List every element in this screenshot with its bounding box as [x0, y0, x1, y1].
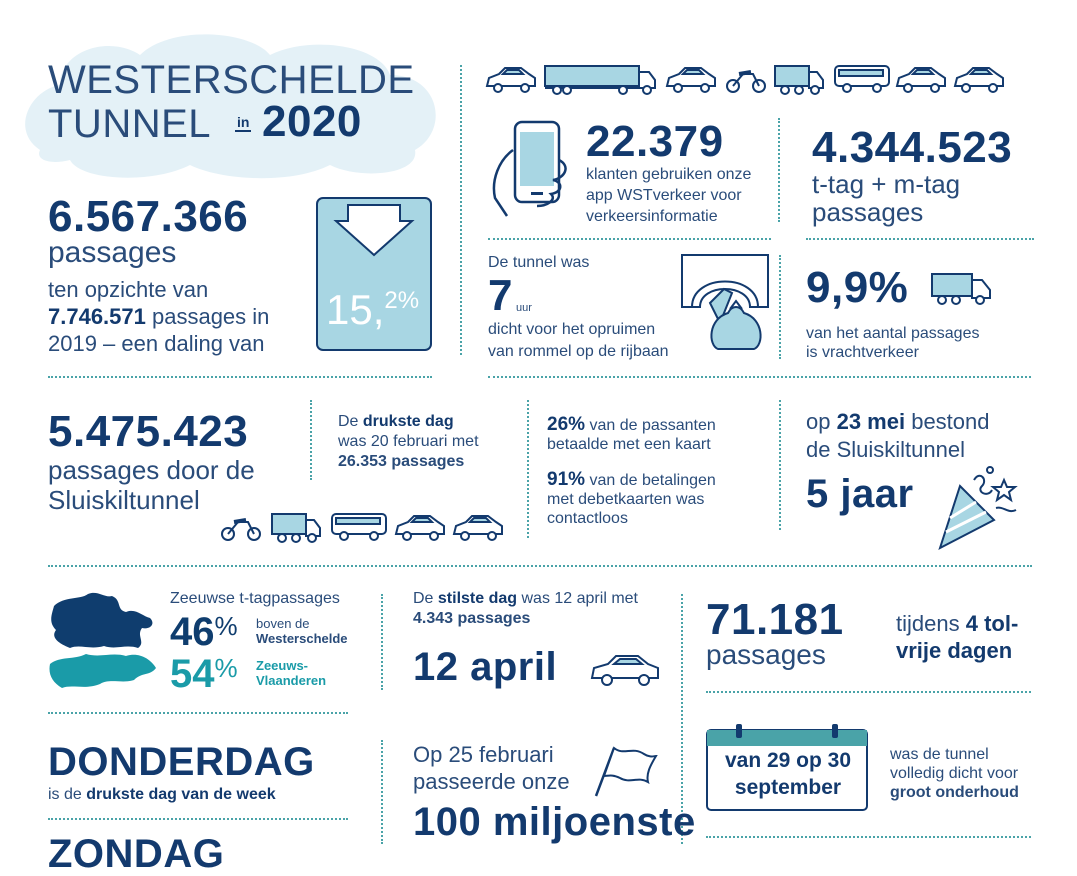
zeeland-label1a: boven de	[256, 616, 310, 631]
payment-text2a: van de betalingen	[585, 472, 716, 489]
payment-line2	[547, 470, 716, 490]
app-text2: app WSTverkeer voor	[586, 187, 742, 204]
zeeland-title: Zeeuwse t-tagpassages	[170, 590, 340, 607]
car-icon	[955, 68, 1003, 92]
sluiskil-value: 5.475.423	[48, 407, 249, 456]
closure-text1: De tunnel was	[488, 254, 590, 271]
payment-text2b: met debetkaarten was	[547, 491, 705, 508]
busiest-pre: De	[338, 413, 363, 430]
quietest-text1: was 12 april met	[517, 590, 638, 607]
payment-text1b: betaalde met een kaart	[547, 436, 711, 453]
weekday-line	[48, 785, 276, 804]
tollfree-value: 71.181	[706, 595, 844, 644]
total-unit: passages	[48, 236, 177, 269]
total-text3: 2019 – een daling van	[48, 331, 265, 356]
tunnel-trash-icon	[680, 253, 772, 359]
busiest-bold1: drukste dag	[362, 413, 454, 430]
trucks-value: 9,9%	[806, 263, 909, 312]
truck-icon	[930, 270, 996, 310]
app-text1: klanten gebruiken onze	[586, 166, 752, 183]
vehicles-bottom-row	[220, 510, 510, 546]
anniv-pre: op	[806, 409, 837, 434]
zeeland-pct1-sign: %	[214, 611, 238, 641]
calendar-line1: van 29 op 30	[724, 749, 852, 772]
quietest-value: 12 april	[413, 645, 558, 689]
sluiskil-text2: Sluiskiltunnel	[48, 485, 200, 515]
quietest-bold2: 4.343 passages	[413, 610, 531, 627]
truck-icon	[545, 66, 655, 94]
car-icon	[590, 650, 662, 690]
anniv-value: 5 jaar	[806, 472, 914, 516]
prev-year-value: 7.746.571	[48, 304, 146, 329]
zeeland-label2b: Vlaanderen	[256, 673, 327, 688]
decline-sup: 2%	[384, 287, 420, 314]
weekday-next: ZONDAG	[48, 832, 225, 876]
payment-text2c: contactloos	[547, 510, 628, 527]
star-icon	[993, 480, 1015, 500]
closure-unit: uur	[516, 302, 532, 314]
payment-text1a: van de passanten	[585, 417, 716, 434]
milestone-text1: Op 25 februari	[413, 742, 554, 767]
weekday-bold: drukste dag van de week	[86, 786, 276, 803]
zeeland-pct2-value: 54	[170, 652, 215, 696]
busiest-text2: was 20 februari met	[338, 433, 479, 450]
tollfree-text1: tijdens	[896, 611, 966, 636]
truck-icon	[775, 66, 823, 94]
car-icon	[487, 68, 535, 92]
anniv-bold: 23 mei	[836, 409, 906, 434]
trucks-text1: van het aantal passages	[806, 325, 980, 342]
title-line1: WESTERSCHELDE	[48, 58, 415, 102]
payment-pct2: 91%	[547, 469, 586, 490]
car-icon	[396, 516, 444, 540]
payment-pct1: 26%	[547, 414, 586, 435]
tollfree-unit: passages	[706, 639, 826, 670]
weekday-pre: is de	[48, 786, 87, 803]
tollfree-bold1: 4 tol-	[965, 611, 1019, 636]
decline-value	[326, 286, 419, 334]
app-value: 22.379	[586, 117, 724, 166]
bus-icon	[835, 66, 889, 92]
title-year: 2020	[262, 97, 362, 146]
ttag-text1: t-tag + m-tag	[812, 169, 961, 199]
zeeland-pct1-value: 46	[170, 610, 215, 654]
maintenance-text2: volledig dicht voor	[890, 765, 1019, 782]
sluiskil-text1: passages door de	[48, 455, 255, 485]
car-icon	[454, 516, 502, 540]
tollfree-bold2: vrije dagen	[896, 638, 1013, 663]
total-text2: passages in	[145, 304, 270, 329]
payment-line1	[547, 415, 716, 435]
car-icon	[897, 68, 945, 92]
motorcycle-icon	[727, 72, 765, 92]
car-icon	[667, 68, 715, 92]
title-line2: TUNNEL	[48, 102, 212, 146]
tollfree-line1	[896, 611, 1018, 637]
phone-hand-icon	[487, 120, 567, 220]
quietest-line1	[413, 589, 638, 608]
bus-icon	[332, 514, 386, 540]
busiest-line1	[338, 412, 454, 431]
closure-text3: van rommel op de rijbaan	[488, 343, 669, 360]
app-text3: verkeersinformatie	[586, 208, 718, 225]
milestone-value: 100 miljoenste	[413, 800, 696, 844]
zeeland-map-icon	[46, 588, 162, 694]
title-in: in	[237, 114, 250, 130]
truck-icon	[272, 514, 320, 542]
closure-value: 7	[488, 271, 513, 320]
quietest-pre: De	[413, 590, 438, 607]
anniv-text2: de Sluiskiltunnel	[806, 437, 965, 462]
trucks-text2: is vrachtverkeer	[806, 344, 919, 361]
weekday-value: DONDERDAG	[48, 740, 315, 784]
ttag-text2: passages	[812, 197, 924, 227]
zeeland-label2a: Zeeuws-	[256, 658, 309, 673]
milestone-text2: passeerde onze	[413, 769, 570, 794]
calendar-line2: september	[734, 776, 842, 799]
zeeland-pct1	[170, 610, 238, 654]
ttag-value: 4.344.523	[812, 123, 1013, 172]
quietest-bold1: stilste dag	[437, 590, 518, 607]
zeeland-label1b: Westerschelde	[256, 631, 348, 646]
motorcycle-icon	[222, 520, 260, 540]
vehicles-top-row	[485, 62, 1005, 102]
party-popper-icon	[930, 462, 1020, 554]
total-text2-line	[48, 303, 269, 330]
busiest-bold2: 26.353 passages	[338, 453, 465, 470]
flag-icon	[590, 744, 660, 800]
maintenance-text1: was de tunnel	[890, 746, 989, 763]
maintenance-bold: groot onderhoud	[890, 784, 1019, 801]
total-value: 6.567.366	[48, 192, 249, 241]
zeeland-pct2-sign: %	[214, 653, 238, 683]
closure-text2: dicht voor het opruimen	[488, 321, 656, 338]
decline-main: 15,	[326, 286, 385, 333]
total-text1: ten opzichte van	[48, 277, 209, 302]
anniv-text1: bestond	[905, 409, 990, 434]
zeeland-pct2	[170, 652, 238, 696]
anniv-line1	[806, 409, 990, 435]
